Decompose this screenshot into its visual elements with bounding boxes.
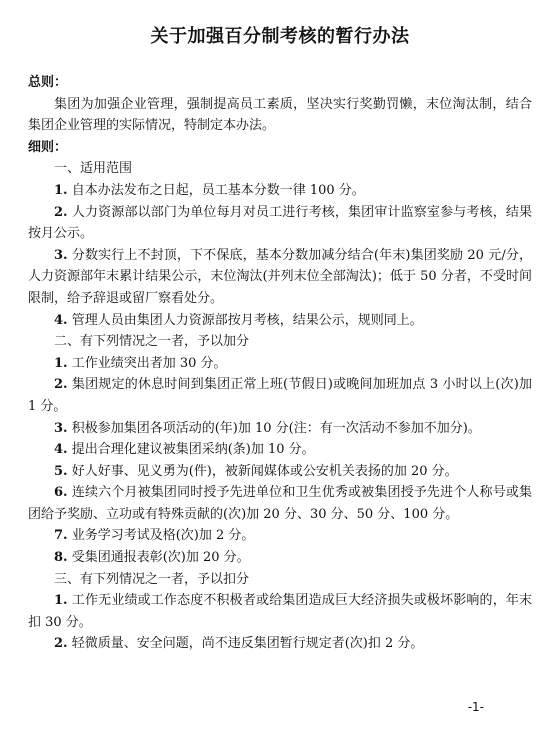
section-2-item [28,418,532,440]
item-number: 1. [54,182,68,198]
item-text: 管理人员由集团人力资源部按月考核，结果公示，规则同上。 [67,312,423,328]
general-paragraph: 集团为加强企业管理，强制提高员工素质，坚决实行奖勤罚懒，末位淘汰制，结合集团企业管理的实际情况，特制定本办法。 [28,96,532,134]
item-text: 好人好事、见义勇为(件)，被新闻媒体或公安机关表扬的加 20 分。 [67,463,458,479]
section-2-item [28,482,532,525]
section-2-item [28,439,532,461]
section-3-title: 三、有下列情况之一者，予以扣分 [54,571,250,587]
item-text: 积极参加集团各项活动的(年)加 10 分(注：有一次活动不参加不加分)。 [67,420,481,436]
document-title: 关于加强百分制考核的暂行办法 [150,26,410,47]
section-2-item [28,461,532,483]
details-heading: 细则： [28,139,68,155]
item-number: 3. [54,420,68,436]
item-text: 轻微质量、安全问题，尚不违反集团暂行规定者(次)扣 2 分。 [67,636,424,652]
item-number: 2. [54,204,68,220]
item-text: 受集团通报表彰(次)加 20 分。 [67,550,250,566]
item-text: 连续六个月被集团同时授予先进单位和卫生优秀或被集团授予先进个人称号或集团给予奖励、立功或有特殊贡献的(次)加 20 分、30 分、50 分、100 分。 [28,485,532,522]
item-text: 提出合理化建议被集团采纳(条)加 10 分。 [67,442,315,458]
item-number: 8. [54,550,68,566]
item-text: 业务学习考试及格(次)加 2 分。 [67,528,255,544]
item-text: 集团规定的休息时间到集团正常上班(节假日)或晚间加班加点 3 小时以上(次)加 1 分。 [28,377,532,414]
item-number: 7. [54,528,68,544]
item-number: 1. [54,593,68,609]
section-1-item [28,202,532,245]
section-2-item [28,374,532,417]
section-1-item [28,310,532,332]
section-2-title: 二、有下列情况之一者，予以加分 [54,334,250,350]
item-number: 2. [54,636,68,652]
section-1-item [28,180,532,202]
section-2-item [28,353,532,375]
section-1-title: 一、适用范围 [54,161,133,177]
section-3-item [28,590,532,633]
item-text: 工作无业绩或工作态度不积极者或给集团造成巨大经济损失或极坏影响的，年末扣 30 分。 [28,593,532,630]
item-number: 4. [54,312,68,328]
item-text: 工作业绩突出者加 30 分。 [67,355,227,371]
section-2-item [28,525,532,547]
document-body [28,72,532,655]
item-text: 人力资源部以部门为单位每月对员工进行考核，集团审计监察室参与考核，结果按月公示。 [28,204,532,242]
item-number: 4. [54,442,68,458]
section-2-item [28,547,532,569]
item-text: 分数实行上不封顶，下不保底，基本分数加减分结合(年末)集团奖励 20 元/分，人力资源部年末累计结果公示，末位淘汰(并列末位全部淘汰)；低于 50 分者，不受时间限制，给予辞退或留厂察看处分。 [28,247,532,306]
general-heading: 总则： [28,75,68,90]
item-number: 1. [54,355,68,371]
item-number: 5. [54,463,68,479]
item-text: 自本办法发布之日起，员工基本分数一律 100 分。 [67,182,365,198]
section-1-item [28,245,532,310]
item-number: 2. [54,377,68,393]
section-3-item [28,633,532,655]
item-number: 3. [54,247,68,263]
item-number: 6. [54,485,68,501]
page-number: -1- [467,700,484,714]
